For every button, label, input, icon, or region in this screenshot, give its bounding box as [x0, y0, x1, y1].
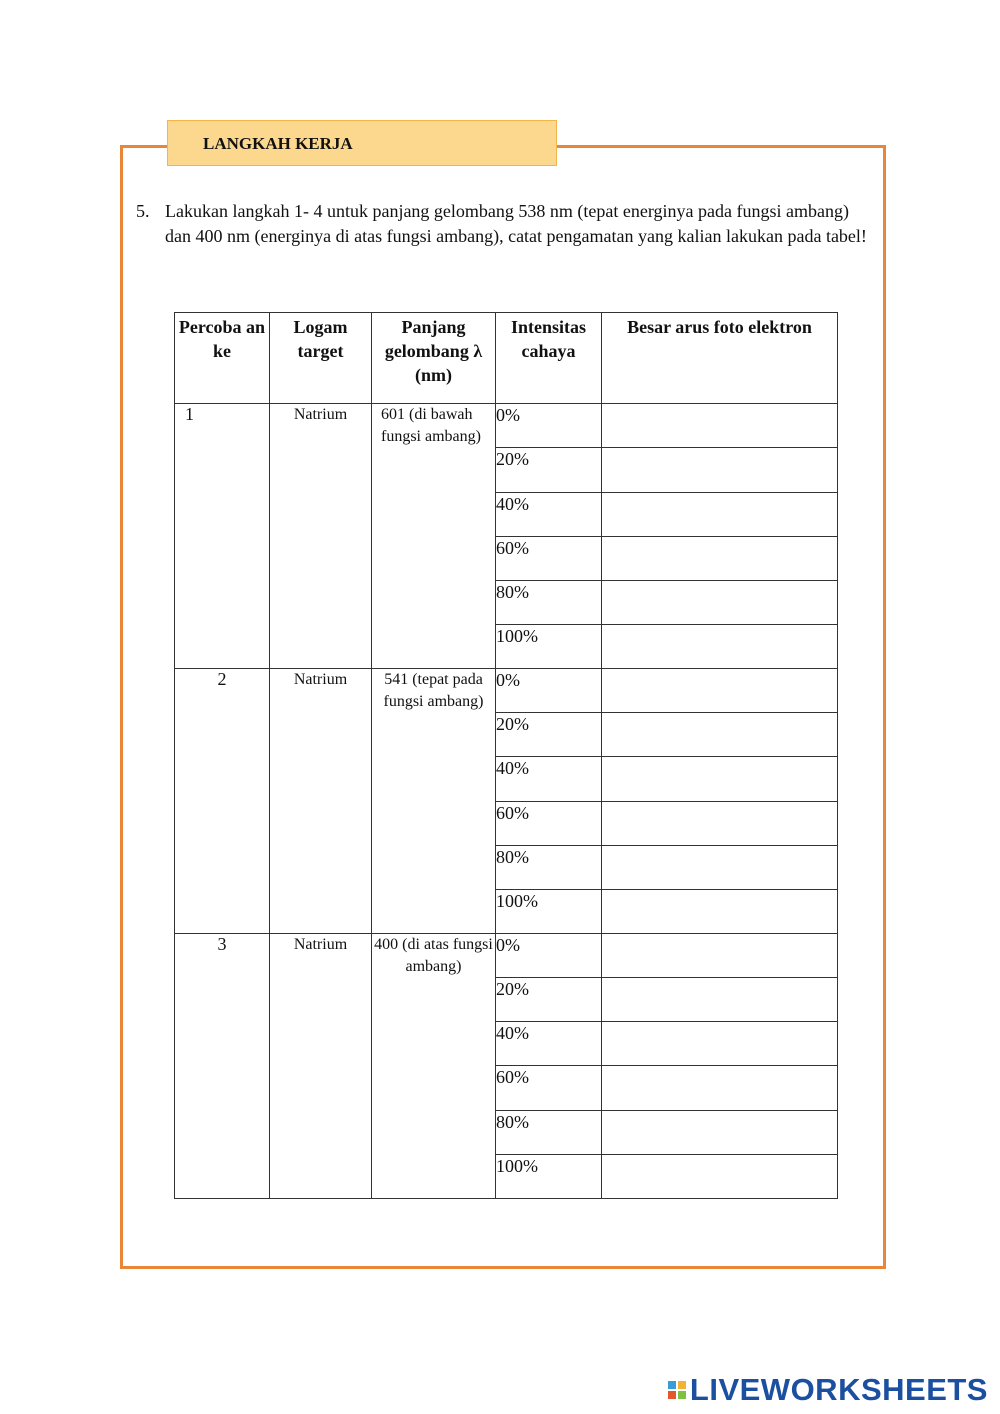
intensity: 20%	[496, 713, 602, 757]
wavelength: 541 (tepat pada fungsi ambang)	[372, 669, 496, 934]
intensity: 80%	[496, 845, 602, 889]
section-title: LANGKAH KERJA	[203, 134, 353, 153]
current-answer-cell[interactable]	[602, 448, 838, 492]
current-answer-cell[interactable]	[602, 1110, 838, 1154]
current-answer-cell[interactable]	[602, 580, 838, 624]
current-answer-cell[interactable]	[602, 625, 838, 669]
liveworksheets-logo	[668, 1372, 988, 1408]
current-answer-cell[interactable]	[602, 669, 838, 713]
current-answer-cell[interactable]	[602, 845, 838, 889]
current-answer-cell[interactable]	[602, 1066, 838, 1110]
table-row	[175, 933, 838, 977]
logo-mark-icon	[668, 1381, 686, 1399]
intensity: 100%	[496, 1154, 602, 1198]
header-current: Besar arus foto elektron	[602, 313, 838, 404]
table-header-row	[175, 313, 838, 404]
intensity: 60%	[496, 801, 602, 845]
intensity: 20%	[496, 978, 602, 1022]
intensity: 0%	[496, 933, 602, 977]
header-metal: Logam target	[270, 313, 372, 404]
logo-text: LIVEWORKSHEETS	[689, 1372, 988, 1407]
current-answer-cell[interactable]	[602, 757, 838, 801]
observation-table	[174, 312, 838, 1199]
intensity: 20%	[496, 448, 602, 492]
table-row	[175, 404, 838, 448]
metal-target: Natrium	[270, 404, 372, 669]
header-intensity: Intensitas cahaya	[496, 313, 602, 404]
current-answer-cell[interactable]	[602, 713, 838, 757]
table-row	[175, 669, 838, 713]
metal-target: Natrium	[270, 669, 372, 934]
intensity: 40%	[496, 492, 602, 536]
intensity: 0%	[496, 669, 602, 713]
intensity: 80%	[496, 580, 602, 624]
wavelength: 400 (di atas fungsi ambang)	[372, 933, 496, 1198]
intensity: 0%	[496, 404, 602, 448]
intensity: 80%	[496, 1110, 602, 1154]
current-answer-cell[interactable]	[602, 404, 838, 448]
current-answer-cell[interactable]	[602, 536, 838, 580]
current-answer-cell[interactable]	[602, 889, 838, 933]
header-trial: Percoba an ke	[175, 313, 270, 404]
current-answer-cell[interactable]	[602, 978, 838, 1022]
intensity: 40%	[496, 757, 602, 801]
intensity: 60%	[496, 536, 602, 580]
intensity: 100%	[496, 625, 602, 669]
intensity: 60%	[496, 1066, 602, 1110]
current-answer-cell[interactable]	[602, 1154, 838, 1198]
wavelength: 601 (di bawah fungsi ambang)	[372, 404, 496, 669]
intensity: 100%	[496, 889, 602, 933]
trial-number: 1	[175, 404, 270, 669]
current-answer-cell[interactable]	[602, 1022, 838, 1066]
instruction-number: 5.	[136, 201, 150, 221]
current-answer-cell[interactable]	[602, 492, 838, 536]
metal-target: Natrium	[270, 933, 372, 1198]
header-wavelength: Panjang gelombang λ (nm)	[372, 313, 496, 404]
section-header	[167, 120, 557, 166]
trial-number: 3	[175, 933, 270, 1198]
trial-number: 2	[175, 669, 270, 934]
intensity: 40%	[496, 1022, 602, 1066]
current-answer-cell[interactable]	[602, 801, 838, 845]
current-answer-cell[interactable]	[602, 933, 838, 977]
instruction-text: Lakukan langkah 1- 4 untuk panjang gelombang 538 nm (tepat energinya pada fungsi ambang) dan 400 nm (energinya di atas fungsi ambang), catat pengamatan yang kalian lakukan pada tabel!	[165, 201, 867, 246]
instruction-paragraph	[136, 199, 871, 249]
